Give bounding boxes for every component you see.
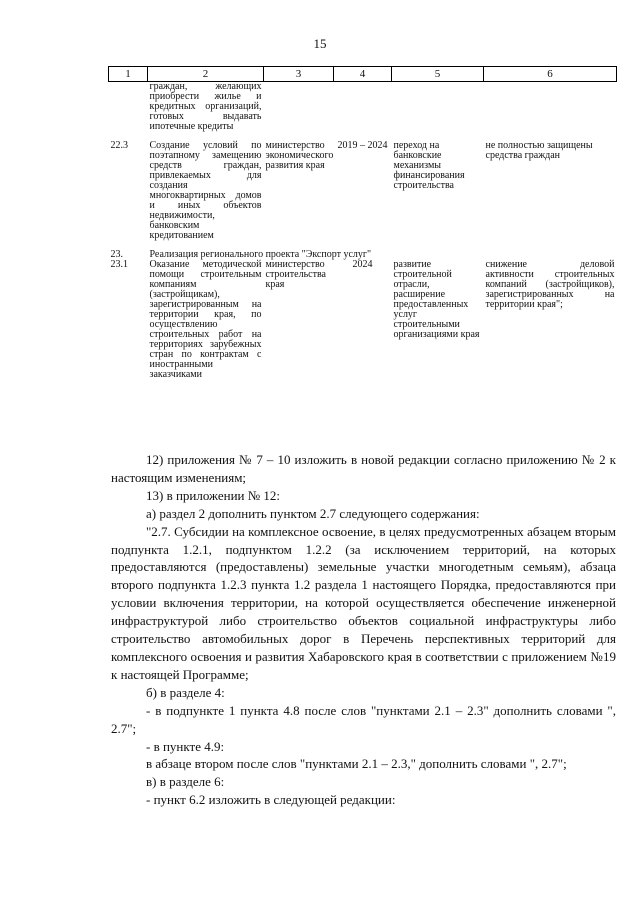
row-number	[109, 82, 148, 133]
paragraph: "2.7. Субсидии на комплексное освоение, в целях предусмотренных абзацем вторым подпункта 1.2.1, подпунктом 1.2.2 (за исключением территорий, на которых предоставляются (предоставлены) земельные участки многодетным семьям), абзаца второго подпункта 1.2.3 пункта 1.2 раздела 1 настоящего Порядка, предоставляются при условии включения территории, на которой осуществляется обеспечение инженерной инфраструктурой либо строительство объектов социальной инфраструктуры либо строительство автомобильных дорог в Перечень перспективных территорий для комплексного освоения и развития Хабаровского края в соответствии с приложением №19 к настоящей Программе;	[111, 523, 616, 682]
document-body	[111, 451, 616, 809]
executor: министерство строительства края	[265, 259, 326, 290]
paragraph: в) в разделе 6:	[146, 774, 225, 790]
result: переход на банковские механизмы финансирования строительства	[393, 140, 465, 191]
paragraph: - в пункте 4.9:	[146, 738, 225, 754]
table-row	[109, 260, 617, 380]
period	[334, 82, 392, 133]
table-section-row	[109, 241, 617, 260]
period: 2019 – 2024	[337, 140, 388, 151]
paragraph: а) раздел 2 дополнить пунктом 2.7 следующего содержания:	[146, 505, 480, 521]
paragraph: - пункт 6.2 изложить в следующей редакции:	[146, 792, 396, 808]
consequence: не полностью защищены средства граждан	[485, 140, 593, 161]
column-header: 6	[484, 67, 617, 82]
consequence: снижение деловой активности строительных компаний (застройщиков), зарегистрированных на территории края";	[485, 259, 615, 310]
result: развитие строительной отрасли, расширение предоставленных услуг строительными организациями края	[393, 259, 480, 340]
row-number: 22.3	[110, 140, 128, 151]
page-number: 15	[313, 36, 327, 51]
executor	[264, 82, 334, 133]
measure-name: Создание условий по поэтапному замещению средств граждан, привлекаемых для создания многоквартирных домов и иных объектов недвижимости, банковским кредитованием	[149, 140, 262, 241]
column-header: 4	[334, 67, 392, 82]
row-number: 23.	[110, 249, 123, 260]
measure-name: Оказание методической помощи строительным компаниям (застройщикам), зарегистрированным на территории края, по осуществлению строительных работ на территориях зарубежных стран по контрактам с иностранными заказчиками	[149, 259, 262, 380]
paragraph: 13) в приложении № 12:	[146, 487, 281, 503]
result	[392, 82, 484, 133]
section-title: Реализация регионального проекта "Экспорт услуг"	[149, 249, 372, 260]
paragraph: 12) приложения № 7 – 10 изложить в новой редакции согласно приложению № 2 к настоящим изменениям;	[111, 452, 616, 485]
paragraph: - в подпункте 1 пункта 4.8 после слов "пунктами 2.1 – 2.3" дополнить словами ", 2.7";	[111, 702, 616, 736]
measures-table	[108, 66, 617, 380]
paragraph: в абзаце втором после слов "пунктами 2.1 – 2.3," дополнить словами ", 2.7";	[146, 756, 567, 772]
consequence	[484, 82, 617, 133]
column-header: 2	[148, 67, 264, 82]
table-row	[109, 132, 617, 241]
period: 2024	[352, 259, 373, 270]
column-header: 5	[392, 67, 484, 82]
executor: министерство экономического развития края	[265, 140, 334, 171]
column-header: 3	[264, 67, 334, 82]
row-number: 23.1	[110, 259, 128, 270]
table-row	[109, 82, 617, 133]
table-header-row	[109, 67, 617, 82]
paragraph: б) в разделе 4:	[146, 684, 225, 700]
column-header: 1	[109, 67, 148, 82]
measure-name: граждан, желающих приобрести жилье и кредитных организаций, готовых выдавать ипотечные кредиты	[149, 81, 262, 132]
